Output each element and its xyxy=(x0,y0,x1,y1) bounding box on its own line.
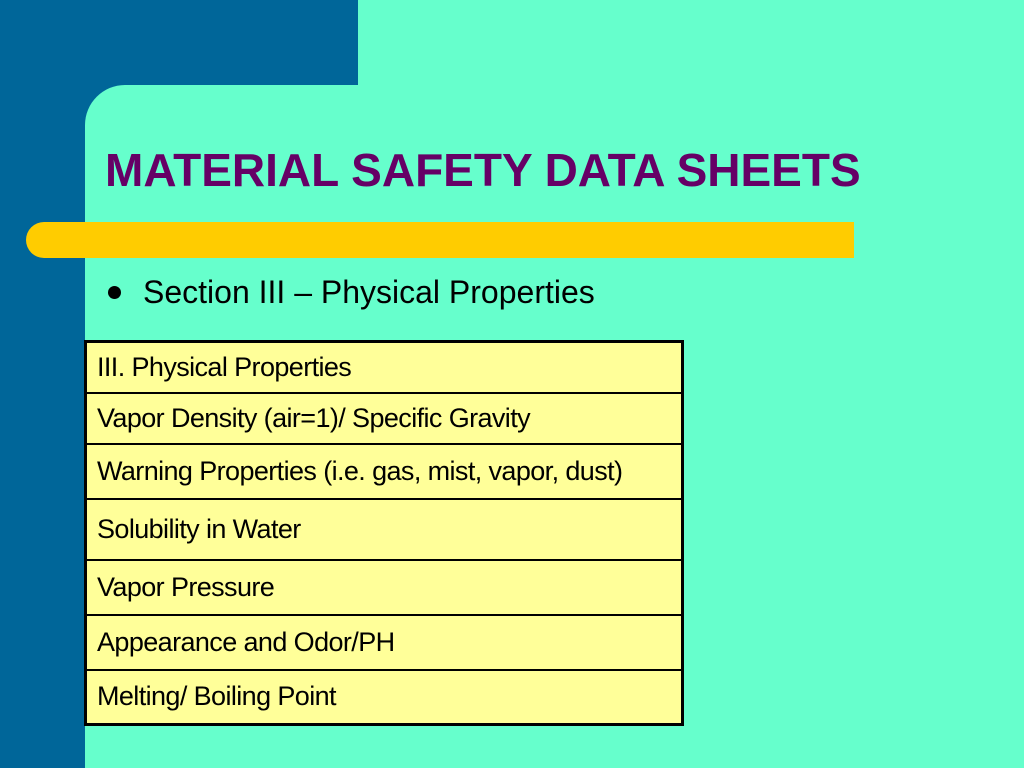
table-cell: Vapor Pressure xyxy=(86,560,683,615)
table-row xyxy=(86,670,683,725)
bullet-item xyxy=(108,274,595,311)
table-row xyxy=(86,393,683,444)
table-cell: Appearance and Odor/PH xyxy=(86,615,683,670)
title-underline-bar xyxy=(26,222,854,258)
table-cell: III. Physical Properties xyxy=(86,342,683,393)
physical-properties-table xyxy=(84,340,684,726)
bullet-dot-icon xyxy=(108,286,121,299)
table-row xyxy=(86,560,683,615)
table-row xyxy=(86,342,683,393)
table-row xyxy=(86,615,683,670)
table-cell: Solubility in Water xyxy=(86,499,683,560)
table-cell: Warning Properties (i.e. gas, mist, vapor, dust) xyxy=(86,444,683,499)
table-row xyxy=(86,444,683,499)
table-row xyxy=(86,499,683,560)
top-corner-block xyxy=(85,0,358,85)
table-cell: Vapor Density (air=1)/ Specific Gravity xyxy=(86,393,683,444)
bullet-text: Section III – Physical Properties xyxy=(143,274,595,310)
table-cell: Melting/ Boiling Point xyxy=(86,670,683,725)
slide-title: MATERIAL SAFETY DATA SHEETS xyxy=(105,144,861,196)
left-sidebar-band xyxy=(0,0,85,768)
